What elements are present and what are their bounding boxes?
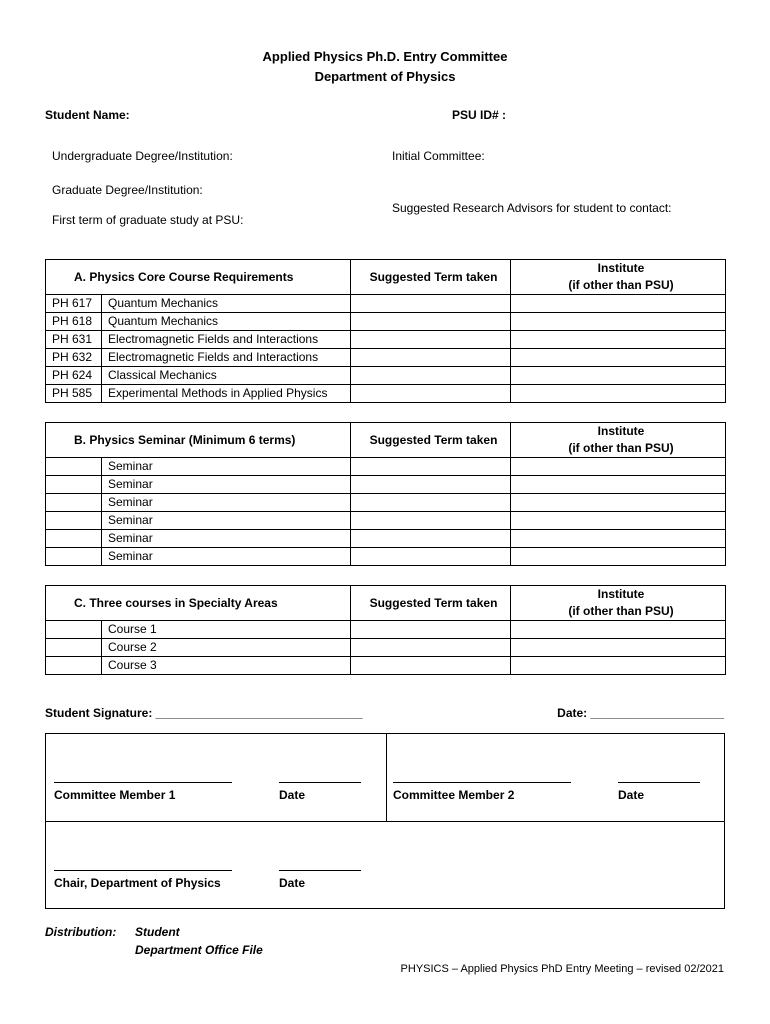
graduate-degree-label: Graduate Degree/Institution: <box>52 183 203 197</box>
term-cell[interactable] <box>351 530 511 548</box>
institute-cell[interactable] <box>511 313 726 331</box>
student-date-field[interactable]: Date: ____________________ <box>557 706 724 720</box>
term-cell[interactable] <box>351 313 511 331</box>
term-cell[interactable] <box>351 621 511 639</box>
undergrad-degree-label: Undergraduate Degree/Institution: <box>52 149 233 163</box>
member2-label: Committee Member 2 <box>393 788 515 802</box>
institute-cell[interactable] <box>511 331 726 349</box>
seminar-institute-header: Institute (if other than PSU) <box>511 423 726 458</box>
psu-id-label: PSU ID# : <box>452 108 507 122</box>
table-row: Course 1 <box>46 621 726 639</box>
chair-signature-line[interactable] <box>54 870 232 871</box>
institute-cell[interactable] <box>511 385 726 403</box>
member1-label: Committee Member 1 <box>54 788 176 802</box>
table-row: Seminar <box>46 494 726 512</box>
institute-cell[interactable] <box>511 349 726 367</box>
term-cell[interactable] <box>351 639 511 657</box>
institute-cell[interactable] <box>511 657 726 675</box>
distribution-item: Student <box>135 925 180 939</box>
committee-signature-box <box>45 733 725 909</box>
institute-cell[interactable] <box>511 621 726 639</box>
institute-cell[interactable] <box>511 295 726 313</box>
term-cell[interactable] <box>351 385 511 403</box>
table-row: PH 632 Electromagnetic Fields and Interactions <box>46 349 726 367</box>
member2-signature-line[interactable] <box>393 782 571 783</box>
member1-date-label: Date <box>279 788 306 802</box>
member1-date-line[interactable] <box>279 782 361 783</box>
chair-date-line[interactable] <box>279 870 361 871</box>
term-cell[interactable] <box>351 512 511 530</box>
core-term-header: Suggested Term taken <box>351 260 511 295</box>
table-row: Course 2 <box>46 639 726 657</box>
distribution-label: Distribution: <box>45 925 117 939</box>
institute-cell[interactable] <box>511 458 726 476</box>
table-row: Seminar <box>46 458 726 476</box>
core-institute-header: Institute (if other than PSU) <box>511 260 726 295</box>
table-row: PH 631 Electromagnetic Fields and Interactions <box>46 331 726 349</box>
page-title: Applied Physics Ph.D. Entry Committee <box>262 49 508 64</box>
institute-cell[interactable] <box>511 476 726 494</box>
term-cell[interactable] <box>351 331 511 349</box>
specialty-institute-header: Institute (if other than PSU) <box>511 586 726 621</box>
table-row: PH 585 Experimental Methods in Applied Physics <box>46 385 726 403</box>
table-row: Course 3 <box>46 657 726 675</box>
table-row: Seminar <box>46 530 726 548</box>
seminar-term-header: Suggested Term taken <box>351 423 511 458</box>
student-name-label: Student Name: <box>45 108 130 122</box>
institute-cell[interactable] <box>511 512 726 530</box>
term-cell[interactable] <box>351 349 511 367</box>
term-cell[interactable] <box>351 458 511 476</box>
page-subtitle: Department of Physics <box>314 69 456 84</box>
specialty-heading: C. Three courses in Specialty Areas <box>46 586 351 621</box>
member1-signature-line[interactable] <box>54 782 232 783</box>
research-advisors-label: Suggested Research Advisors for student to contact: <box>392 201 672 215</box>
term-cell[interactable] <box>351 494 511 512</box>
seminar-table <box>45 422 726 566</box>
table-row: PH 624 Classical Mechanics <box>46 367 726 385</box>
institute-cell[interactable] <box>511 367 726 385</box>
chair-label: Chair, Department of Physics <box>54 876 221 890</box>
box-divider <box>46 821 724 822</box>
term-cell[interactable] <box>351 367 511 385</box>
table-row: Seminar <box>46 548 726 566</box>
distribution-item: Department Office File <box>135 943 263 957</box>
core-course-table <box>45 259 726 403</box>
term-cell[interactable] <box>351 295 511 313</box>
institute-cell[interactable] <box>511 530 726 548</box>
box-divider <box>386 734 387 821</box>
table-row: PH 618 Quantum Mechanics <box>46 313 726 331</box>
institute-cell[interactable] <box>511 548 726 566</box>
member2-date-label: Date <box>618 788 645 802</box>
specialty-term-header: Suggested Term taken <box>351 586 511 621</box>
chair-date-label: Date <box>279 876 306 890</box>
specialty-table <box>45 585 726 675</box>
page-footer: PHYSICS – Applied Physics PhD Entry Meeting – revised 02/2021 <box>400 963 724 975</box>
core-heading: A. Physics Core Course Requirements <box>46 260 351 295</box>
first-term-label: First term of graduate study at PSU: <box>52 213 244 227</box>
table-row: PH 617 Quantum Mechanics <box>46 295 726 313</box>
student-signature-field[interactable]: Student Signature: _______________________________ <box>45 706 363 720</box>
term-cell[interactable] <box>351 548 511 566</box>
term-cell[interactable] <box>351 657 511 675</box>
table-row: Seminar <box>46 512 726 530</box>
member2-date-line[interactable] <box>618 782 700 783</box>
term-cell[interactable] <box>351 476 511 494</box>
table-row: Seminar <box>46 476 726 494</box>
institute-cell[interactable] <box>511 494 726 512</box>
institute-cell[interactable] <box>511 639 726 657</box>
initial-committee-label: Initial Committee: <box>392 149 485 163</box>
seminar-heading: B. Physics Seminar (Minimum 6 terms) <box>46 423 351 458</box>
